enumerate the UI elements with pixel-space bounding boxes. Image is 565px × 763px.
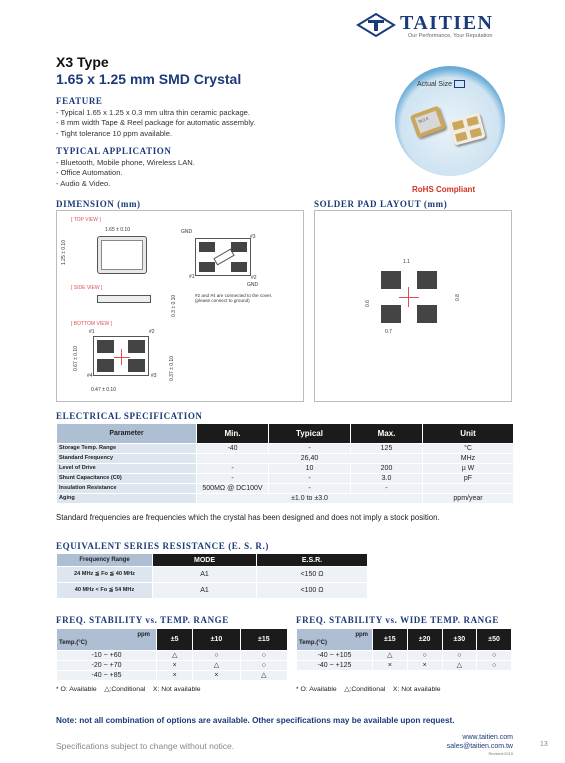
side-view-label: [ SIDE VIEW ] (71, 285, 103, 291)
dim-pad-width: 0.47 ± 0.10 (91, 387, 116, 393)
col-header: Typical (269, 424, 351, 444)
table-cell: - (269, 484, 351, 494)
table-cell: - (269, 444, 351, 454)
table-row (57, 651, 288, 661)
logo (356, 12, 526, 42)
table-cell: △ (157, 651, 193, 661)
table-row (57, 661, 288, 671)
col-header: ±10 (193, 629, 240, 651)
list-item: - Office Automation. (56, 168, 123, 178)
table-cell: ○ (407, 651, 442, 661)
table-cell: - (351, 484, 423, 494)
table-cell: △ (373, 651, 408, 661)
side-view-package (97, 295, 151, 303)
table-cell: <150 Ω (257, 567, 368, 583)
table-cell: - (197, 464, 269, 474)
table-cell: -10 ~ +60 (57, 651, 157, 661)
table-cell: ±1.0 to ±3.0 (197, 494, 423, 504)
disclaimer: Specifications subject to change without notice. (56, 741, 235, 751)
table-cell: × (157, 661, 193, 671)
solder-pad-drawing (314, 210, 512, 402)
pin2-top-label: #2 (251, 275, 257, 281)
col-header: ±50 (477, 629, 512, 651)
solder-dim-3: 0.6 (365, 300, 371, 307)
actual-size-label: Actual Size (417, 80, 465, 88)
page-number: 13 (540, 741, 548, 748)
dim-width: 1.65 ± 0.10 (105, 227, 130, 233)
solder-dim-4: 0.7 (385, 329, 392, 335)
electrical-note: Standard frequencies are frequencies which the crystal has been designed and does not imply a stock position. (56, 513, 440, 522)
table-row (57, 454, 514, 464)
table-cell: -40 ~ +85 (57, 671, 157, 681)
pin1-top-label: #1 (189, 274, 195, 280)
table-row (57, 567, 368, 583)
col-header: ±20 (407, 629, 442, 651)
table-cell: ○ (193, 651, 240, 661)
stability-table (56, 628, 288, 681)
table-cell: 200 (351, 464, 423, 474)
table-cell: × (193, 671, 240, 681)
table-cell: <100 Ω (257, 583, 368, 599)
table-cell: △ (442, 661, 477, 671)
table-row (57, 474, 514, 484)
pin1-bottom-label: #1 (89, 329, 95, 335)
table-cell: -40 ~ +125 (297, 661, 373, 671)
table-cell: ○ (477, 651, 512, 661)
dim-pad-height: 0.67 ± 0.10 (73, 346, 79, 371)
list-item: - 8 mm width Tape & Reel package for automatic assembly. (56, 118, 256, 128)
electrical-table (56, 423, 514, 504)
table-row (297, 661, 512, 671)
stability-legend: * O: Available △:Conditional X: Not available (56, 686, 201, 693)
wide-stability-table (296, 628, 512, 671)
top-view-label: [ TOP VIEW ] (71, 217, 101, 223)
table-cell: - (197, 474, 269, 484)
dim-thickness: 0.3 ± 0.10 (171, 294, 177, 317)
esr-heading: EQUIVALENT SERIES RESISTANCE (E. S. R.) (56, 541, 269, 551)
table-cell: Level of Drive (57, 464, 197, 474)
solder-heading: SOLDER PAD LAYOUT (mm) (314, 199, 448, 209)
brand-tagline: Our Performance, Your Reputation (408, 33, 493, 39)
bottom-view-label: [ BOTTOM VIEW ] (71, 321, 113, 327)
table-row (57, 444, 514, 454)
actual-size-box (454, 80, 465, 88)
col-header: ±15 (373, 629, 408, 651)
table-cell: Shunt Capacitance (C0) (57, 474, 197, 484)
table-cell: - (269, 474, 351, 484)
col-header: Parameter (57, 424, 197, 444)
feature-list (56, 108, 255, 139)
table-cell: °C (423, 444, 514, 454)
table-cell: pF (423, 474, 514, 484)
col-header: Frequency Range (57, 554, 153, 567)
rohs-label: RoHS Compliant (412, 185, 476, 194)
table-row (57, 494, 514, 504)
pin3-bottom-label: #3 (151, 373, 157, 379)
table-row (297, 651, 512, 661)
table-cell: MHz (423, 454, 514, 464)
esr-table (56, 553, 368, 599)
top-view-package (97, 236, 147, 274)
dimension-heading: DIMENSION (mm) (56, 199, 141, 209)
schematic-symbol (195, 238, 251, 276)
connection-note: #2 and #4 are connected to the cover. (please connect to ground) (195, 293, 273, 303)
table-cell: 40 MHz < Fo ≦ 54 MHz (57, 583, 153, 599)
feature-heading: FEATURE (56, 96, 103, 106)
table-cell: Aging (57, 494, 197, 504)
pin3-top-label: #3 (250, 234, 256, 240)
footer-note: Note: not all combination of options are available. Other specifications may be available upon request. (56, 716, 455, 725)
col-header: Min. (197, 424, 269, 444)
table-cell: Storage Temp. Range (57, 444, 197, 454)
wide-stability-heading: FREQ. STABILITY vs. WIDE TEMP. RANGE (296, 615, 499, 625)
col-header: Unit (423, 424, 514, 444)
email-link[interactable]: sales@taitien.com.tw (446, 743, 513, 750)
table-cell: A1 (153, 567, 257, 583)
revision: Revised:2019 (488, 751, 513, 756)
table-cell: × (157, 671, 193, 681)
table-cell: ○ (240, 661, 287, 671)
table-cell: 10 (269, 464, 351, 474)
table-cell: 3.0 (351, 474, 423, 484)
wide-stability-legend: * O: Available △:Conditional X: Not available (296, 686, 441, 693)
table-cell: Insulation Resistance (57, 484, 197, 494)
table-cell: Standard Frequency (57, 454, 197, 464)
table-cell: ppm/year (423, 494, 514, 504)
taitien-logo-icon (356, 12, 396, 38)
stability-heading: FREQ. STABILITY vs. TEMP. RANGE (56, 615, 229, 625)
col-header: MODE (153, 554, 257, 567)
table-row (57, 464, 514, 474)
product-image (395, 66, 505, 176)
wide-stability-corner: ppm Temp.(°C) (297, 629, 373, 651)
table-cell: 125 (351, 444, 423, 454)
footer-contact (447, 733, 513, 756)
table-cell (423, 484, 514, 494)
table-cell: × (407, 661, 442, 671)
gnd-top-label: GND (181, 229, 193, 235)
list-item: - Audio & Video. (56, 178, 111, 188)
table-cell: -20 ~ +70 (57, 661, 157, 671)
table-cell: 500MΩ @ DC100V (197, 484, 269, 494)
page-title: 1.65 x 1.25 mm SMD Crystal (56, 71, 242, 87)
solder-pads (381, 271, 437, 323)
table-cell: -40 (197, 444, 269, 454)
table-cell: µ W (423, 464, 514, 474)
crystal-chip-top: 3K2.6 (410, 106, 446, 139)
list-item: - Tight tolerance 10 ppm available. (56, 128, 173, 138)
table-cell: 26,40 (197, 454, 423, 464)
dim-height: 1.25 ± 0.10 (61, 240, 67, 265)
table-row (57, 671, 288, 681)
table-cell: △ (240, 671, 287, 681)
col-header: ±5 (157, 629, 193, 651)
col-header: E.S.R. (257, 554, 368, 567)
table-row (57, 484, 514, 494)
bottom-view-package (93, 336, 149, 376)
electrical-heading: ELECTRICAL SPECIFICATION (56, 411, 203, 421)
table-cell: ○ (442, 651, 477, 661)
pin2-bottom-label: #2 (149, 329, 155, 335)
table-cell: A1 (153, 583, 257, 599)
table-cell: ○ (477, 661, 512, 671)
product-type: X3 Type (56, 54, 109, 70)
col-header: ±15 (240, 629, 287, 651)
list-item: - Bluetooth, Mobile phone, Wireless LAN. (56, 158, 195, 167)
dim-pad-gap: 0.37 ± 0.10 (169, 356, 175, 381)
website-link[interactable]: www.taitien.com (462, 734, 513, 741)
pin4-bottom-label: #4 (87, 373, 93, 379)
table-cell: -40 ~ +105 (297, 651, 373, 661)
gnd-bottom-label: GND (247, 282, 259, 288)
table-cell: ○ (240, 651, 287, 661)
dimension-drawing (56, 210, 304, 402)
col-header: ±30 (442, 629, 477, 651)
brand-name: TAITIEN (400, 12, 494, 34)
table-cell: 24 MHz ≦ Fo ≦ 40 MHz (57, 567, 153, 583)
solder-dim-2: 0.8 (455, 294, 461, 301)
application-heading: TYPICAL APPLICATION (56, 146, 172, 156)
crystal-chip-bottom (448, 112, 486, 145)
table-cell: × (373, 661, 408, 671)
col-header: Max. (351, 424, 423, 444)
list-item: - Typical 1.65 x 1.25 x 0.3 mm ultra thin ceramic package. (56, 108, 251, 117)
application-list (56, 158, 195, 189)
table-row (57, 583, 368, 599)
table-cell: △ (193, 661, 240, 671)
solder-dim-1: 1.1 (403, 259, 410, 265)
stability-corner: ppm Temp.(°C) (57, 629, 157, 651)
